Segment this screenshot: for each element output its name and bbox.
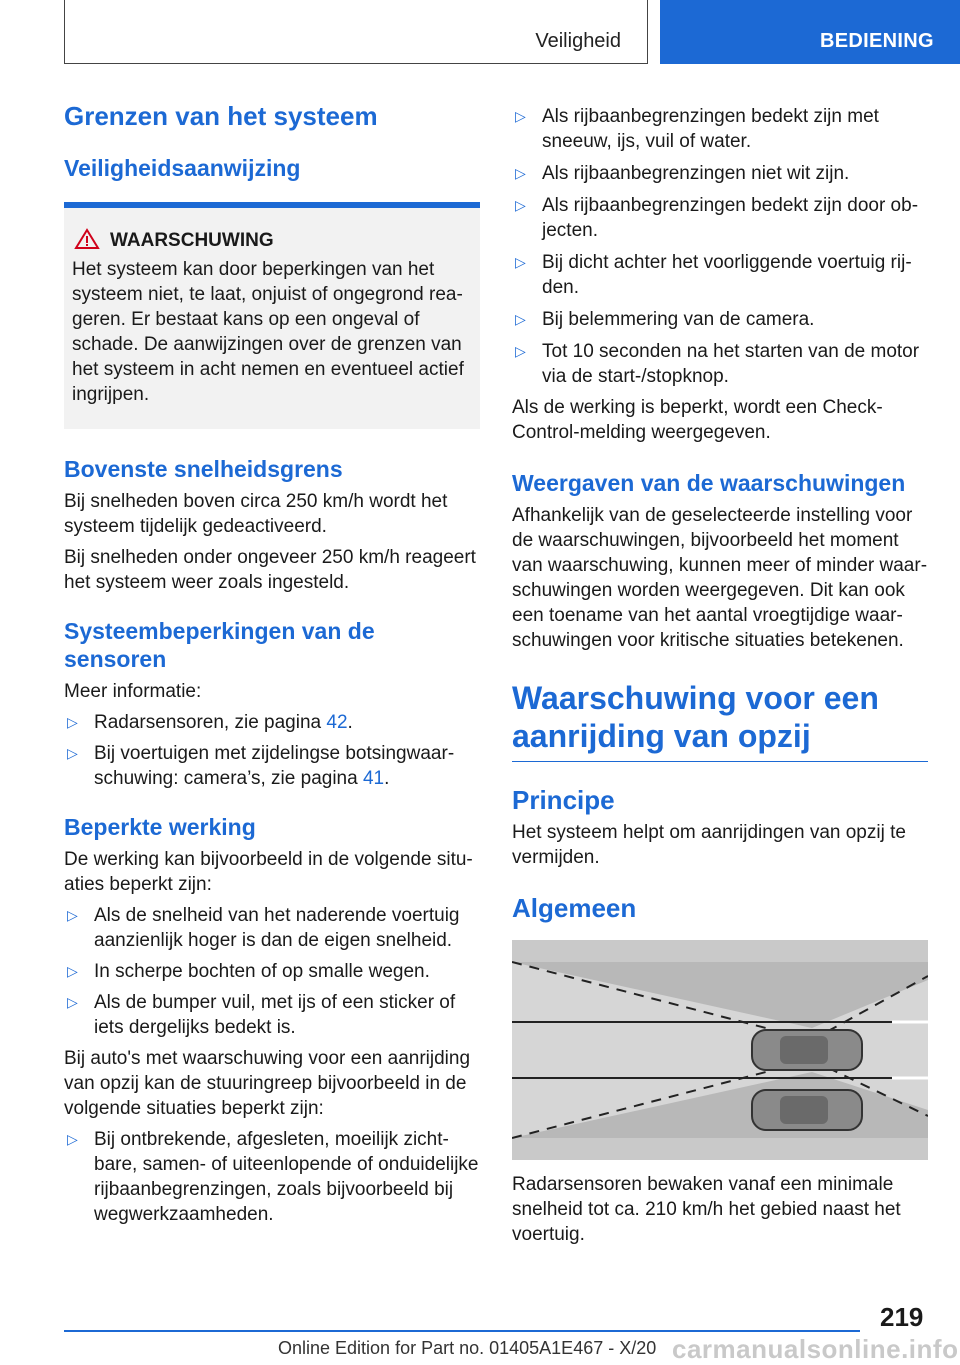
speed-heading: Bovenste snelheidsgrens: [64, 456, 343, 482]
triangle-bullet-icon: ▷: [67, 745, 78, 761]
warning-body: Het systeem kan door beperkingen van het systeem niet, te laat, onjuist of ongegrond reageren. Er bestaat kans op een ongeval of schade. De aanwijzingen over de grenzen van het systeem in acht nemen en eventueel actief ingrijpen.: [72, 259, 464, 405]
triangle-bullet-icon: ▷: [515, 108, 526, 124]
triangle-bullet-icon: ▷: [67, 963, 78, 979]
list-item: ▷ Als de bumper vuil, met ijs of een sticker of iets dergelijks bedekt is.: [67, 992, 456, 1038]
list-item: ▷ Als de snelheid van het naderende voertuig aanzienlijk hoger is dan de eigen snelheid.: [67, 905, 460, 951]
road-illustration: [512, 940, 928, 1160]
triangle-bullet-icon: ▷: [515, 165, 526, 181]
header-chapter-tab: BEDIENING: [660, 0, 960, 64]
chapter-title: Waarschuwing voor een aanrijding van opzij: [512, 679, 928, 762]
sensors-heading: Systeembeperkingen van de sensoren: [64, 618, 375, 672]
limited-paragraph-2: Bij auto's met waarschuwing voor een aanrijding van opzij kan de stuuringreep bijvoorbeeld in de volgende situaties beperkt zijn:: [64, 1048, 471, 1119]
header-section-label: Veiligheid: [535, 30, 621, 52]
list-item: ▷ Bij belemmering van de camera.: [515, 309, 815, 330]
warning-triangle-icon: [74, 228, 100, 257]
list-item: ▷ Als rijbaanbegrenzingen niet wit zijn.: [515, 163, 850, 184]
footer-watermark: carmanualsonline.info: [672, 1334, 959, 1364]
safety-heading: Veiligheidsaanwijzing: [64, 155, 301, 181]
left-column: [64, 100, 480, 1227]
road-svg: [512, 940, 928, 1160]
triangle-bullet-icon: ▷: [515, 197, 526, 213]
triangle-bullet-icon: ▷: [67, 994, 78, 1010]
sensors-list: [64, 710, 480, 791]
footer-edition: Online Edition for Part no. 01405A1E467 - X/20: [278, 1338, 657, 1358]
figure-caption: Radarsensoren bewaken vanaf een minimale snelheid tot ca. 210 km/h het gebied naast het voertuig.: [512, 1174, 901, 1245]
list-item: ▷ In scherpe bochten of op smalle wegen.: [67, 961, 430, 982]
page-number: 219: [880, 1302, 924, 1332]
limited-list-2: [64, 1127, 480, 1227]
warning-box: [64, 202, 480, 429]
check-control-paragraph: Als de werking is beperkt, wordt een Check-Control-melding weergegeven.: [512, 397, 883, 443]
triangle-bullet-icon: ▷: [67, 1131, 78, 1147]
right-column: [512, 104, 928, 1247]
warning-title-text: WAARSCHUWING: [110, 230, 274, 251]
list-item: ▷ Radarsensoren, zie pagina 42.: [67, 712, 353, 733]
principle-heading: Principe: [512, 785, 615, 815]
principle-paragraph: Het systeem helpt om aanrijdingen van opzij te vermijden.: [512, 822, 906, 868]
warning-title: [72, 228, 472, 253]
sensors-intro: Meer informatie:: [64, 681, 202, 702]
general-heading: Algemeen: [512, 893, 637, 923]
list-item: ▷ Als rijbaanbegrenzingen bedekt zijn door objecten.: [515, 195, 919, 241]
list-item: ▷ Als rijbaanbegrenzingen bedekt zijn met sneeuw, ijs, vuil of water.: [515, 106, 879, 152]
warnings-display-paragraph: Afhankelijk van de geselecteerde instelling voor de waarschuwingen, bijvoorbeeld het moment van waarschuwing, kunnen meer of minder waarschuwingen worden weergegeven. Dit kan ook een toename van het aantal vroegtijdige waarschuwingen voor kritische situaties betekenen.: [512, 505, 928, 651]
footer-divider: [64, 1330, 860, 1332]
lane-conditions-list: [512, 104, 928, 389]
triangle-bullet-icon: ▷: [515, 343, 526, 359]
triangle-bullet-icon: ▷: [67, 714, 78, 730]
list-item: ▷ Bij voertuigen met zijdelingse botsingwaarschuwing: camera’s, zie pagina 41.: [67, 743, 455, 789]
list-item: ▷ Tot 10 seconden na het starten van de motor via de start-/stopknop.: [515, 341, 920, 387]
page-link-42[interactable]: 42: [326, 712, 348, 733]
section-title: Grenzen van het systeem: [64, 101, 378, 131]
list-item: ▷ Bij dicht achter het voorliggende voertuig rijden.: [515, 252, 912, 298]
limited-heading: Beperkte werking: [64, 814, 256, 840]
header-section-box: [64, 0, 648, 64]
triangle-bullet-icon: ▷: [67, 907, 78, 923]
warnings-display-heading: Weergaven van de waarschuwingen: [512, 470, 906, 496]
list-item: ▷ Bij ontbrekende, afgesleten, moeilijk zichtbare, samen- of uiteenlopende of onduidelijke rijbaanbegrenzingen, zoals bijvoorbeeld bij wegwerkzaamheden.: [67, 1129, 479, 1225]
triangle-bullet-icon: ▷: [515, 311, 526, 327]
page-link-41[interactable]: 41: [362, 768, 385, 789]
speed-paragraph-1: Bij snelheden boven circa 250 km/h wordt het systeem tijdelijk gedeactiveerd.: [64, 491, 448, 537]
triangle-bullet-icon: ▷: [515, 254, 526, 270]
speed-paragraph-2: Bij snelheden onder ongeveer 250 km/h reageert het systeem weer zoals ingesteld.: [64, 547, 476, 593]
limited-intro: De werking kan bijvoorbeeld in de volgende situaties beperkt zijn:: [64, 849, 473, 895]
limited-list: [64, 903, 480, 1040]
